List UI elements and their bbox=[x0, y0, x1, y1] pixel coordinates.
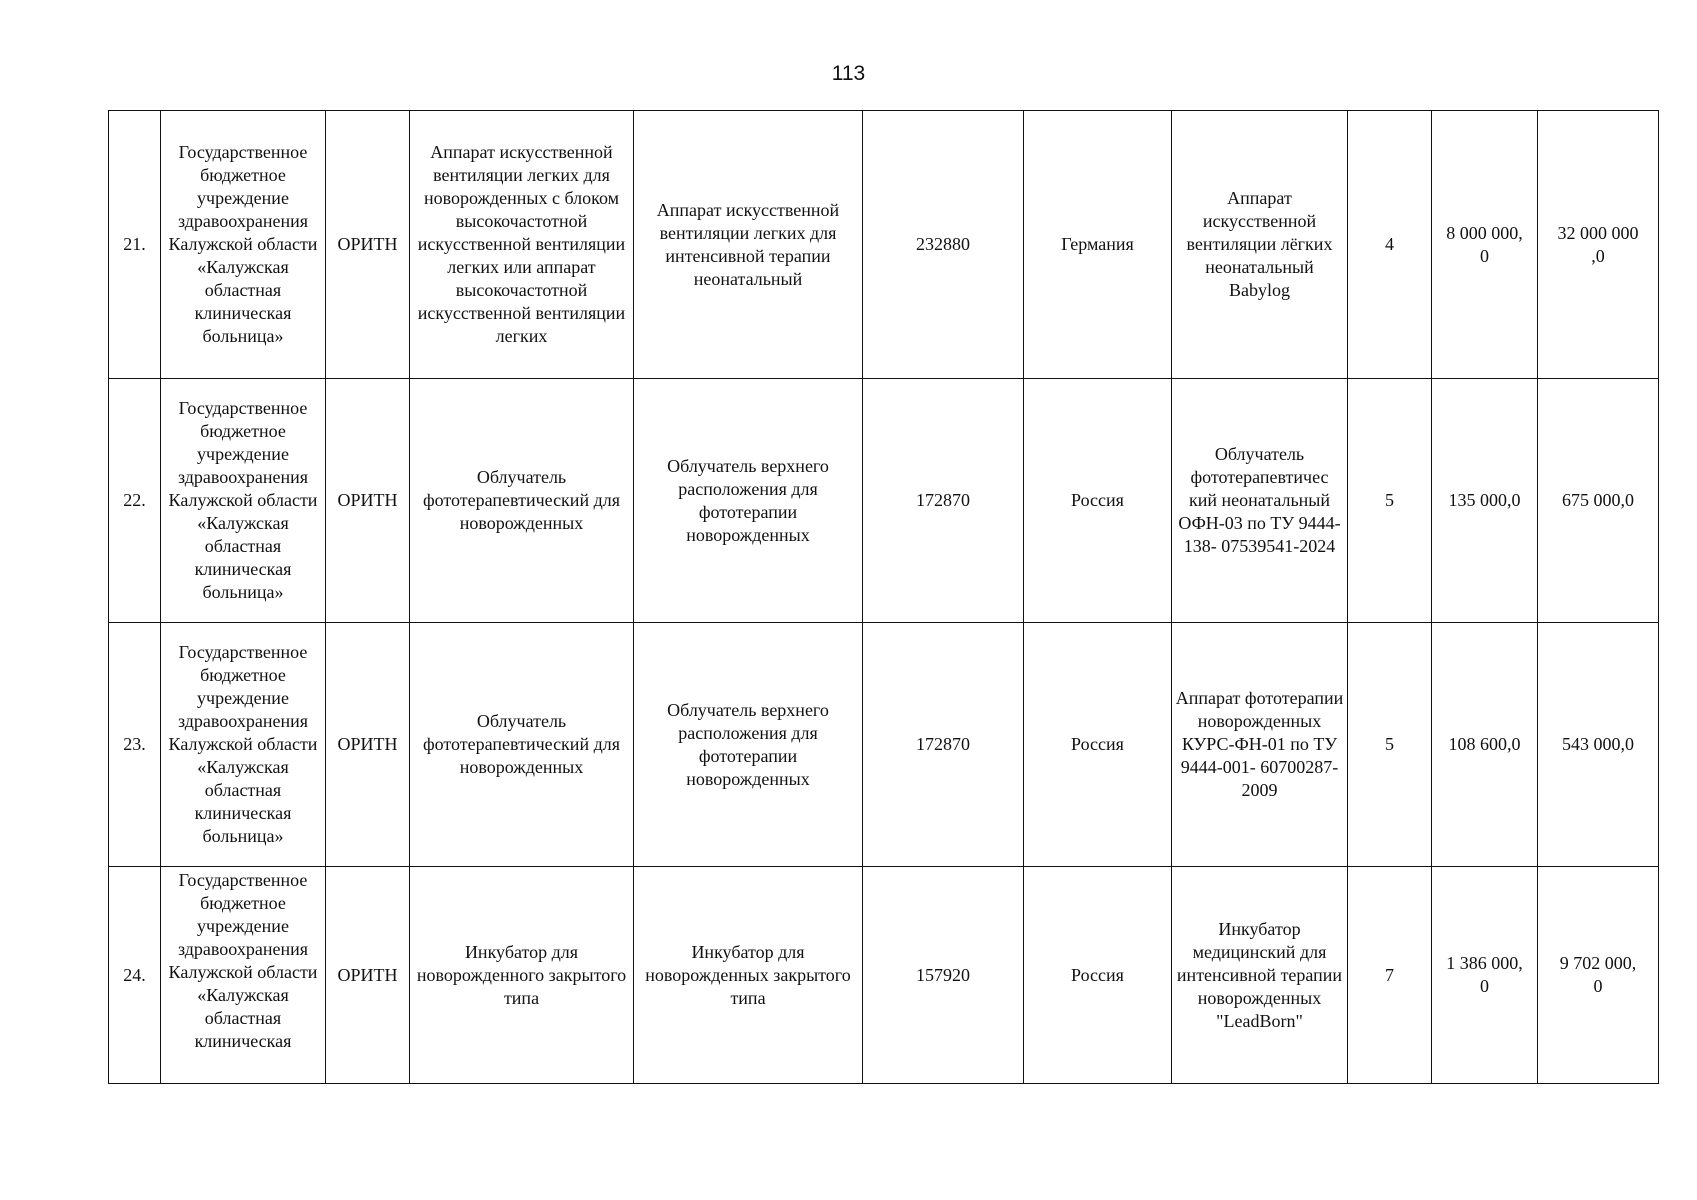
equipment-required-cell: Инкубатор для новорожденного закрытого типа bbox=[410, 867, 634, 1084]
code-cell: 157920 bbox=[863, 867, 1024, 1084]
unit-price-cell: 8 000 000, 0 bbox=[1432, 111, 1538, 379]
equipment-type-cell: Облучатель верхнего расположения для фототерапии новорожденных bbox=[634, 623, 863, 867]
code-cell: 172870 bbox=[863, 623, 1024, 867]
country-cell: Россия bbox=[1024, 867, 1172, 1084]
table-row bbox=[109, 623, 1659, 867]
total-cell: 9 702 000, 0 bbox=[1538, 867, 1659, 1084]
equipment-required-cell: Аппарат искусственной вентиляции легких для новорожденных с блоком высокочастотной искусственной вентиляции легких или аппарат высокочастотной искусственной вентиляции легких bbox=[410, 111, 634, 379]
unit-price-cell: 1 386 000, 0 bbox=[1432, 867, 1538, 1084]
equipment-table bbox=[108, 110, 1659, 1084]
model-cell: Инкубатор медицинский для интенсивной терапии новорожденных "LeadBorn" bbox=[1172, 867, 1348, 1084]
quantity-cell: 5 bbox=[1348, 623, 1432, 867]
table-row bbox=[109, 111, 1659, 379]
organization-cell: Государственное бюджетное учреждение здравоохранения Калужской области «Калужская областная клиническая bbox=[161, 867, 326, 1084]
total-cell: 32 000 000 ,0 bbox=[1538, 111, 1659, 379]
total-cell: 543 000,0 bbox=[1538, 623, 1659, 867]
unit-price-cell: 135 000,0 bbox=[1432, 379, 1538, 623]
equipment-type-cell: Облучатель верхнего расположения для фототерапии новорожденных bbox=[634, 379, 863, 623]
unit-price-cell: 108 600,0 bbox=[1432, 623, 1538, 867]
row-number: 21. bbox=[109, 111, 161, 379]
country-cell: Германия bbox=[1024, 111, 1172, 379]
unit-cell: ОРИТН bbox=[326, 111, 410, 379]
table-row bbox=[109, 379, 1659, 623]
model-cell: Аппарат искусственной вентиляции лёгких неонатальный Babylog bbox=[1172, 111, 1348, 379]
code-cell: 232880 bbox=[863, 111, 1024, 379]
unit-cell: ОРИТН bbox=[326, 867, 410, 1084]
unit-cell: ОРИТН bbox=[326, 623, 410, 867]
organization-cell: Государственное бюджетное учреждение здравоохранения Калужской области «Калужская областная клиническая больница» bbox=[161, 623, 326, 867]
unit-cell: ОРИТН bbox=[326, 379, 410, 623]
model-cell: Аппарат фототерапии новорожденных КУРС-ФН-01 по ТУ 9444-001- 60700287-2009 bbox=[1172, 623, 1348, 867]
row-number: 24. bbox=[109, 867, 161, 1084]
model-cell: Облучатель фототерапевтичес кий неонатальный ОФН-03 по ТУ 9444-138- 07539541-2024 bbox=[1172, 379, 1348, 623]
table-row bbox=[109, 867, 1659, 1084]
country-cell: Россия bbox=[1024, 623, 1172, 867]
row-number: 22. bbox=[109, 379, 161, 623]
row-number: 23. bbox=[109, 623, 161, 867]
equipment-required-cell: Облучатель фототерапевтический для новорожденных bbox=[410, 379, 634, 623]
organization-cell: Государственное бюджетное учреждение здравоохранения Калужской области «Калужская областная клиническая больница» bbox=[161, 379, 326, 623]
country-cell: Россия bbox=[1024, 379, 1172, 623]
quantity-cell: 5 bbox=[1348, 379, 1432, 623]
equipment-required-cell: Облучатель фототерапевтический для новорожденных bbox=[410, 623, 634, 867]
code-cell: 172870 bbox=[863, 379, 1024, 623]
equipment-type-cell: Аппарат искусственной вентиляции легких для интенсивной терапии неонатальный bbox=[634, 111, 863, 379]
total-cell: 675 000,0 bbox=[1538, 379, 1659, 623]
quantity-cell: 4 bbox=[1348, 111, 1432, 379]
equipment-type-cell: Инкубатор для новорожденных закрытого типа bbox=[634, 867, 863, 1084]
page-number: 113 bbox=[831, 62, 866, 85]
quantity-cell: 7 bbox=[1348, 867, 1432, 1084]
organization-cell: Государственное бюджетное учреждение здравоохранения Калужской области «Калужская областная клиническая больница» bbox=[161, 111, 326, 379]
